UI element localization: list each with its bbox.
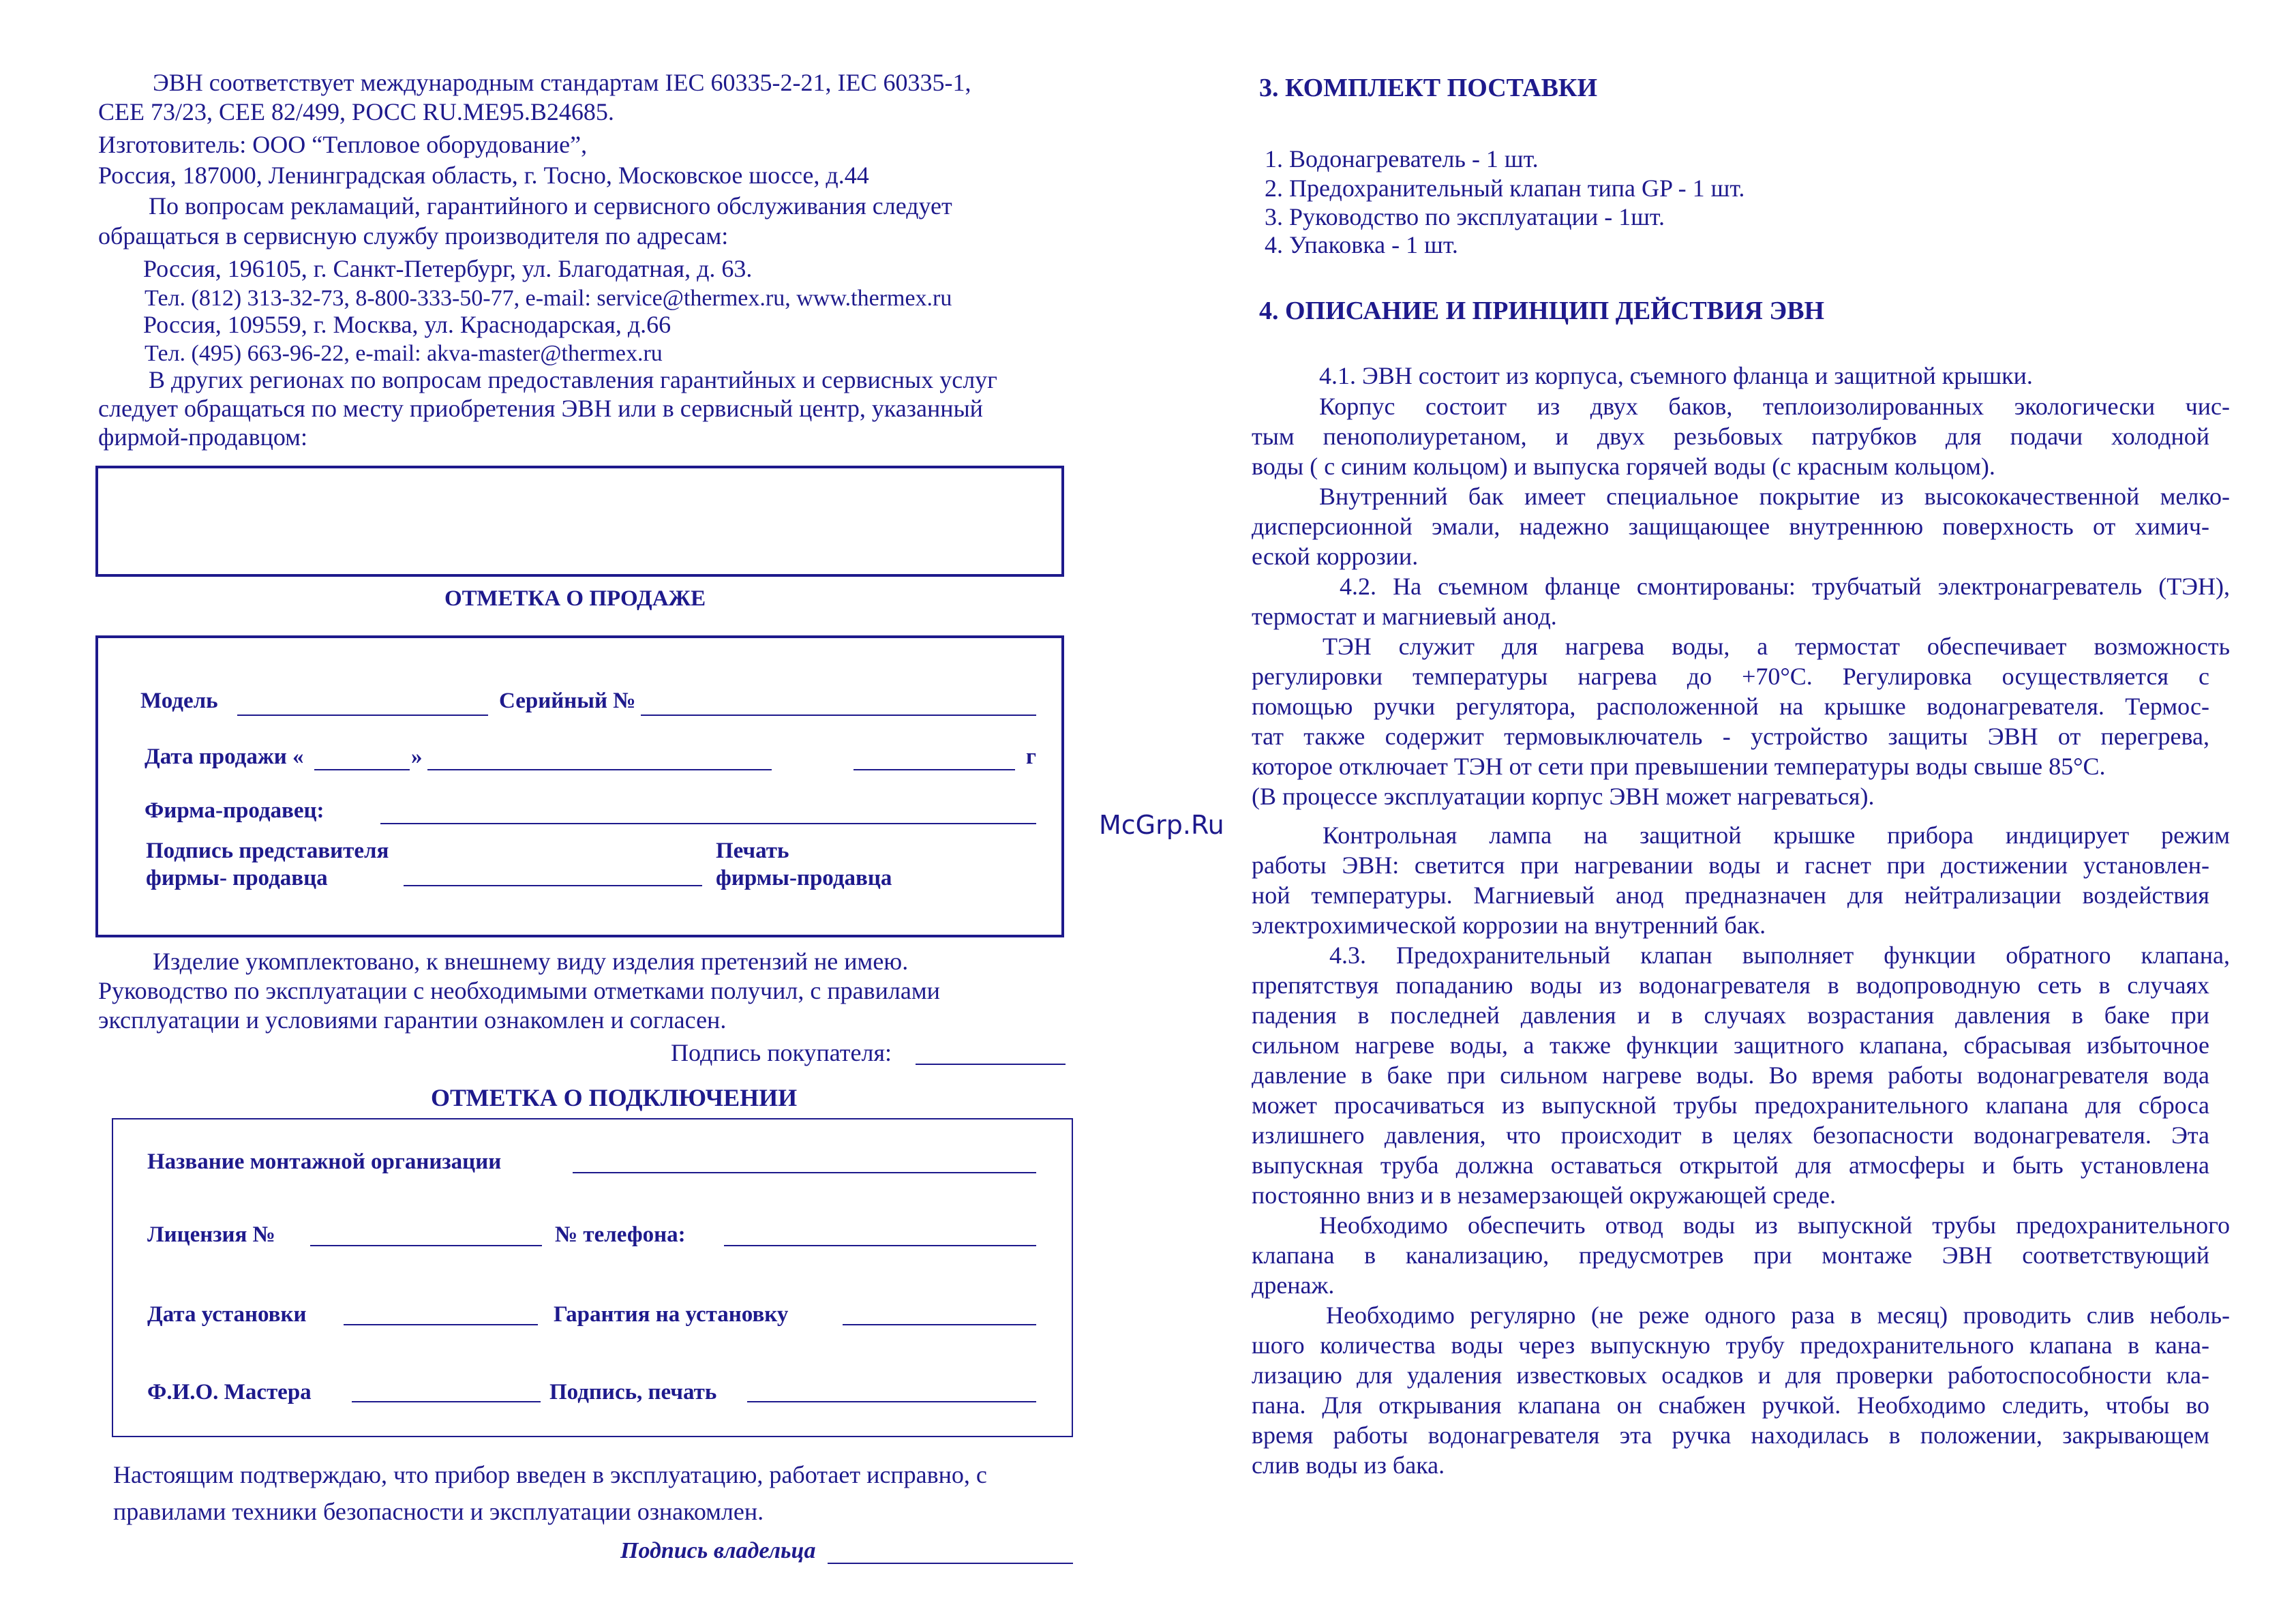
owner-signature-label: Подпись владельца — [620, 1538, 816, 1563]
install-date-field[interactable] — [344, 1324, 538, 1325]
body-line: регулировки температуры нагрева до +70°С. Регулировка осуществляется с — [1252, 663, 2209, 690]
seller-stamp-box[interactable] — [95, 466, 1064, 577]
body-line: падения в последней давления и в случаях возрастания давления в баке при — [1252, 1002, 2209, 1029]
manufacturer-address: Россия, 187000, Ленинградская область, г. Тосно, Московское шоссе, д.44 — [98, 162, 869, 189]
body-line: сильном нагреве воды, а также функции защитного клапана, сбрасывая избыточное — [1252, 1032, 2209, 1059]
seller-signature-field[interactable] — [404, 885, 702, 886]
install-warranty-field[interactable] — [843, 1324, 1036, 1325]
body-line: дренаж. — [1252, 1272, 1335, 1299]
watermark-text: McGrp.Ru — [1099, 810, 1224, 840]
master-name-label: Ф.И.О. Мастера — [147, 1380, 312, 1404]
phone-label: № телефона: — [555, 1222, 686, 1247]
model-label: Модель — [140, 689, 218, 713]
intro-line: По вопросам рекламаций, гарантийного и сервисного обслуживания следует — [149, 192, 952, 220]
body-line: Корпус состоит из двух баков, теплоизолированных экологически чис- — [1319, 393, 2230, 420]
master-signature-field[interactable] — [747, 1401, 1036, 1402]
body-line: давление в баке при сильном нагреве воды. Во время работы водонагревателя вода — [1252, 1062, 2209, 1089]
seller-signature-label-2: фирмы- продавца — [146, 866, 328, 890]
body-line: Контрольная лампа на защитной крышке прибора индицирует режим — [1323, 822, 2230, 849]
installer-org-label: Название монтажной организации — [147, 1149, 502, 1174]
installer-org-field[interactable] — [573, 1172, 1036, 1173]
master-name-field[interactable] — [352, 1401, 541, 1402]
owner-signature-field[interactable] — [828, 1563, 1073, 1564]
seller-firm-field[interactable] — [380, 823, 1036, 824]
body-line: клапана в канализацию, предусмотрев при монтаже ЭВН соответствующий — [1252, 1242, 2209, 1269]
model-field[interactable] — [237, 715, 488, 716]
body-line: время работы водонагревателя эта ручка находилась в положении, закрывающем — [1252, 1422, 2209, 1449]
body-line: тат также содержит термовыключатель - устройство защиты ЭВН от перегрева, — [1252, 723, 2209, 750]
body-line: может просачиваться из выпускной трубы предохранительного клапана для сброса — [1252, 1092, 2209, 1119]
manufacturer: Изготовитель: ООО “Тепловое оборудование”, — [98, 131, 588, 158]
license-label: Лицензия № — [147, 1222, 275, 1247]
sale-day-field[interactable] — [314, 769, 410, 770]
body-line: электрохимической коррозии на внутренний бак. — [1252, 912, 1766, 939]
serial-field[interactable] — [641, 715, 1036, 716]
contacts-msk: Тел. (495) 663-96-22, e-mail: akva-master@thermex.ru — [145, 341, 663, 366]
buyer-signature-label: Подпись покупателя: — [671, 1039, 892, 1066]
body-line: термостат и магниевый анод. — [1252, 603, 1557, 630]
sale-month-field[interactable] — [427, 769, 772, 770]
body-line: слив воды из бака. — [1252, 1452, 1445, 1479]
serial-label: Серийный № — [499, 689, 636, 713]
body-line: еской коррозии. — [1252, 543, 1419, 570]
address-spb: Россия, 196105, г. Санкт-Петербург, ул. Благодатная, д. 63. — [143, 255, 753, 282]
body-line: пана. Для открывания клапана он снабжен ручкой. Необходимо следить, чтобы во — [1252, 1392, 2209, 1419]
body-line: ТЭН служит для нагрева воды, а термостат обеспечивает возможность — [1323, 633, 2230, 660]
intro-line: В других регионах по вопросам предоставления гарантийных и сервисных услуг — [149, 366, 997, 393]
sale-mark-title: ОТМЕТКА О ПРОДАЖЕ — [444, 586, 706, 611]
body-line: которое отключает ТЭН от сети при превышении температуры воды свыше 85°С. — [1252, 753, 2106, 780]
kit-item: 4. Упаковка - 1 шт. — [1265, 231, 1458, 258]
body-line: Внутренний бак имеет специальное покрытие из высококачественной мелко- — [1319, 483, 2230, 510]
intro-line: ЭВН соответствует международным стандартам IEC 60335-2-21, IEC 60335-1, — [153, 69, 971, 96]
body-line: выпускная труба должна оставаться открытой для атмосферы и быть установлена — [1252, 1152, 2209, 1179]
body-line: тым пенополиуретаном, и двух резьбовых патрубков для подачи холодной — [1252, 423, 2209, 450]
seller-signature-label: Подпись представителя — [146, 839, 389, 863]
completeness-line: эксплуатации и условиями гарантии ознакомлен и согласен. — [98, 1006, 727, 1034]
body-line: 4.3. Предохранительный клапан выполняет функции обратного клапана, — [1329, 942, 2230, 969]
contacts-spb: Тел. (812) 313-32-73, 8-800-333-50-77, e-mail: service@thermex.ru, www.thermex.ru — [145, 286, 952, 311]
address-msk: Россия, 109559, г. Москва, ул. Краснодарская, д.66 — [143, 311, 671, 338]
intro-line: обращаться в сервисную службу производителя по адресам: — [98, 222, 729, 250]
sale-date-close: » — [411, 745, 423, 769]
completeness-line: Руководство по эксплуатации с необходимыми отметками получил, с правилами — [98, 977, 940, 1004]
kit-item: 1. Водонагреватель - 1 шт. — [1265, 145, 1539, 172]
kit-item: 3. Руководство по эксплуатации - 1шт. — [1265, 203, 1665, 230]
license-field[interactable] — [310, 1245, 542, 1246]
sale-date-label: Дата продажи « — [145, 745, 304, 769]
seller-stamp-label-2: фирмы-продавца — [716, 866, 892, 890]
completeness-line: Изделие укомплектовано, к внешнему виду изделия претензий не имею. — [153, 948, 909, 975]
section-3-title: 3. КОМПЛЕКТ ПОСТАВКИ — [1259, 74, 1598, 102]
sale-mark-box — [95, 635, 1064, 937]
body-line: дисперсионной эмали, надежно защищающее внутреннюю поверхность от химич- — [1252, 513, 2209, 540]
body-line: воды ( с синим кольцом) и выпуска горячей воды (с красным кольцом). — [1252, 453, 1995, 480]
body-line: Необходимо обеспечить отвод воды из выпускной трубы предохранительного — [1319, 1212, 2230, 1239]
seller-firm-label: Фирма-продавец: — [145, 798, 324, 823]
body-line: работы ЭВН: светится при нагревании воды и гаснет при достижении установлен- — [1252, 852, 2209, 879]
intro-line: фирмой-продавцом: — [98, 423, 307, 451]
master-signature-label: Подпись, печать — [549, 1380, 717, 1404]
body-line: постоянно вниз и в незамерзающей окружающей среде. — [1252, 1182, 1836, 1209]
install-warranty-label: Гарантия на установку — [554, 1302, 789, 1327]
connection-mark-title: ОТМЕТКА О ПОДКЛЮЧЕНИИ — [431, 1084, 798, 1111]
body-line: ной температуры. Магниевый анод предназначен для нейтрализации воздействия — [1252, 882, 2209, 909]
year-suffix: г — [1026, 745, 1036, 769]
body-line: шого количества воды через выпускную трубу предохранительного клапана в кана- — [1252, 1332, 2209, 1359]
install-date-label: Дата установки — [147, 1302, 307, 1327]
confirmation-line: правилами техники безопасности и эксплуатации ознакомлен. — [113, 1498, 764, 1525]
section-4-title: 4. ОПИСАНИЕ И ПРИНЦИП ДЕЙСТВИЯ ЭВН — [1259, 297, 1825, 325]
body-line: помощью ручки регулятора, расположенной на крышке водонагревателя. Термос- — [1252, 693, 2209, 720]
kit-item: 2. Предохранительный клапан типа GP - 1 шт. — [1265, 175, 1745, 202]
body-line: Необходимо регулярно (не реже одного раза в месяц) проводить слив неболь- — [1326, 1302, 2230, 1329]
seller-stamp-label: Печать — [716, 839, 789, 863]
sale-year-field[interactable] — [854, 769, 1015, 770]
body-line: (В процессе эксплуатации корпус ЭВН может нагреваться). — [1252, 783, 1875, 810]
body-line: 4.2. На съемном фланце смонтированы: трубчатый электронагреватель (ТЭН), — [1340, 573, 2230, 600]
intro-line: следует обращаться по месту приобретения ЭВН или в сервисный центр, указанный — [98, 395, 983, 422]
body-line: излишнего давления, что происходит в целях безопасности водонагревателя. Эта — [1252, 1122, 2209, 1149]
intro-line: CEE 73/23, CEE 82/499, РОСС RU.ME95.B24685. — [98, 98, 614, 125]
phone-field[interactable] — [724, 1245, 1036, 1246]
body-line: 4.1. ЭВН состоит из корпуса, съемного фланца и защитной крышки. — [1319, 362, 2033, 389]
buyer-signature-field[interactable] — [916, 1064, 1066, 1065]
body-line: лизацию для удаления известковых осадков и для проверки работоспособности кла- — [1252, 1362, 2209, 1389]
body-line: препятствуя попаданию воды из водонагревателя в водопроводную сеть в случаях — [1252, 972, 2209, 999]
confirmation-line: Настоящим подтверждаю, что прибор введен в эксплуатацию, работает исправно, с — [113, 1461, 987, 1488]
